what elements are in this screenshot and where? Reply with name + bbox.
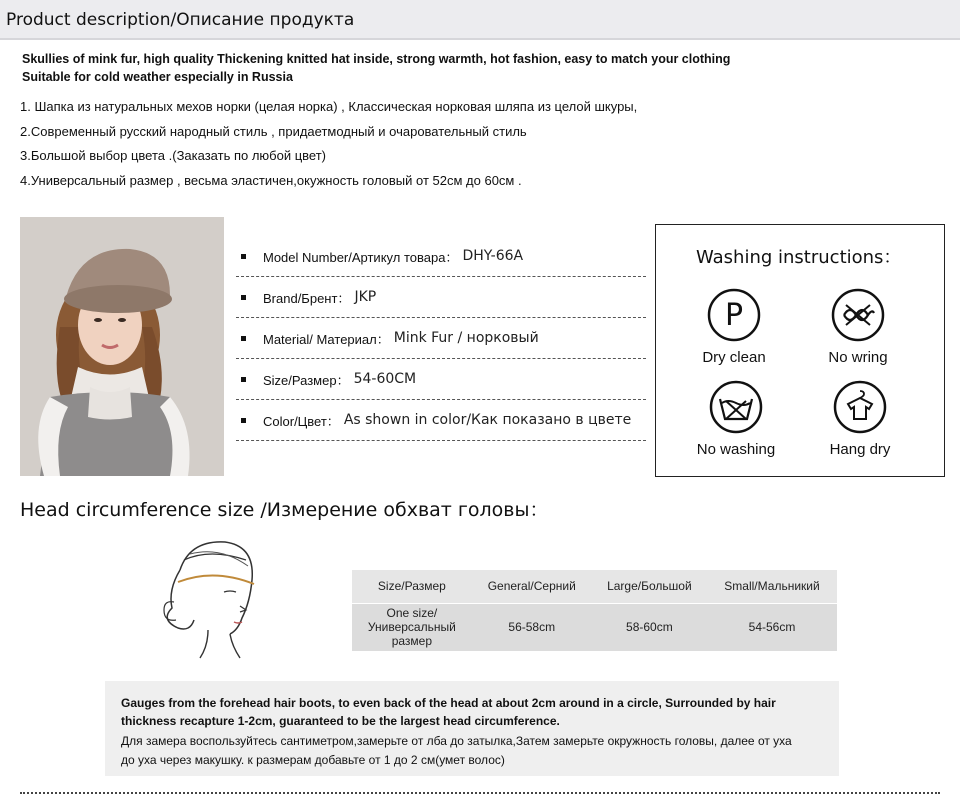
size-table-header: General/Серний <box>472 570 592 603</box>
spec-list <box>236 236 646 441</box>
feature-item: 3.Большой выбор цвета .(Заказать по любой цвет) <box>20 148 327 163</box>
wash-item-no-washing <box>676 379 796 458</box>
wash-label: Dry clean <box>702 349 766 366</box>
spec-value: Mink Fur / норковый <box>393 330 539 346</box>
spec-value: DHY-66A <box>462 248 524 264</box>
product-photo <box>20 217 224 476</box>
wash-label: Hang dry <box>829 441 891 458</box>
small-cell: 54-56cm <box>707 603 837 651</box>
feature-item: 1. Шапка из натуральных мехов норки (целая норка) , Классическая норковая шляпа из целой шкуры, <box>20 99 638 114</box>
spec-value: JKP <box>354 289 377 305</box>
note-russian-line: Для замера воспользуйтесь сантиметром,замерьте от лба до затылка,Затем замерьте окружность головы, далее от уха <box>121 734 792 748</box>
size-table-header: Small/Мальникий <box>707 570 837 603</box>
intro-line-1: Skullies of mink fur, high quality Thickening knitted hat inside, strong warmth, hot fashion, easy to match your clothing <box>22 52 731 66</box>
size-cell-line: размер <box>391 634 433 649</box>
size-table-header-row <box>352 570 837 603</box>
dry-clean-icon <box>706 287 762 343</box>
footer-divider <box>20 792 940 794</box>
section-header-bar <box>0 0 960 40</box>
intro-line-2: Suitable for cold weather especially in Russia <box>22 70 293 84</box>
wash-item-hang-dry <box>800 379 920 458</box>
head-measure-illustration <box>150 530 270 660</box>
size-table-header: Size/Размер <box>352 570 472 603</box>
large-cell: 58-60cm <box>592 603 707 651</box>
washing-title: Washing instructions： <box>696 247 902 268</box>
table-row <box>352 603 837 651</box>
note-russian-line: до уха через макушку. к размерам добавьте от 1 до 2 см(умет волос) <box>121 753 505 767</box>
spec-row-size <box>236 359 646 400</box>
size-table <box>352 570 837 651</box>
spec-row-model <box>236 236 646 277</box>
model-wearing-hat-image <box>20 217 224 476</box>
general-cell: 56-58cm <box>472 603 592 651</box>
measurement-note <box>105 681 839 776</box>
size-table-header: Large/Большой <box>592 570 707 603</box>
wash-label: No washing <box>696 441 776 458</box>
size-cell <box>352 603 472 651</box>
bullet-icon <box>241 418 246 423</box>
bullet-icon <box>241 377 246 382</box>
wash-item-no-wring <box>798 287 918 366</box>
wash-item-dry-clean <box>674 287 794 366</box>
no-wring-icon <box>830 287 886 343</box>
feature-item: 2.Современный русский народный стиль , придаетмодный и очаровательный стиль <box>20 123 527 139</box>
spec-value: 54-60CM <box>353 371 417 387</box>
spec-row-material <box>236 318 646 359</box>
hang-dry-icon <box>832 379 888 435</box>
bullet-icon <box>241 295 246 300</box>
spec-label: Brand/Брент： <box>263 290 351 306</box>
head-measure-drawing <box>150 530 270 660</box>
size-cell-line: One size/ <box>386 606 438 621</box>
intro-text <box>22 50 942 86</box>
spec-value: As shown in color/Как показано в цвете <box>343 412 632 428</box>
no-washing-icon <box>708 379 764 435</box>
spec-row-color <box>236 400 646 441</box>
spec-row-brand <box>236 277 646 318</box>
dry-clean-letter: P <box>724 298 744 333</box>
washing-instructions-box <box>655 224 945 477</box>
feature-list <box>20 95 940 193</box>
spec-label: Size/Размер： <box>263 372 350 388</box>
bullet-icon <box>241 254 246 259</box>
spec-label: Color/Цвет： <box>263 413 340 429</box>
section-title: Product description/Описание продукта <box>6 10 355 30</box>
size-cell-line: Универсальный <box>367 620 456 635</box>
note-russian <box>121 732 823 770</box>
bullet-icon <box>241 336 246 341</box>
spec-label: Material/ Материал： <box>263 331 390 347</box>
spec-label: Model Number/Артикул товара： <box>263 249 459 265</box>
feature-item: 4.Универсальный размер , весьма эластичен,окужность головый от 52см до 60см . <box>20 172 522 188</box>
note-english: Gauges from the forehead hair boots, to even back of the head at about 2cm around in a circle, Surrounded by hair thickness recapture 1-2cm, guaranteed to be the largest head circumference. <box>121 696 776 728</box>
wash-label: No wring <box>828 349 888 366</box>
size-section-title: Head circumference size /Измерение обхват головы： <box>20 499 549 521</box>
